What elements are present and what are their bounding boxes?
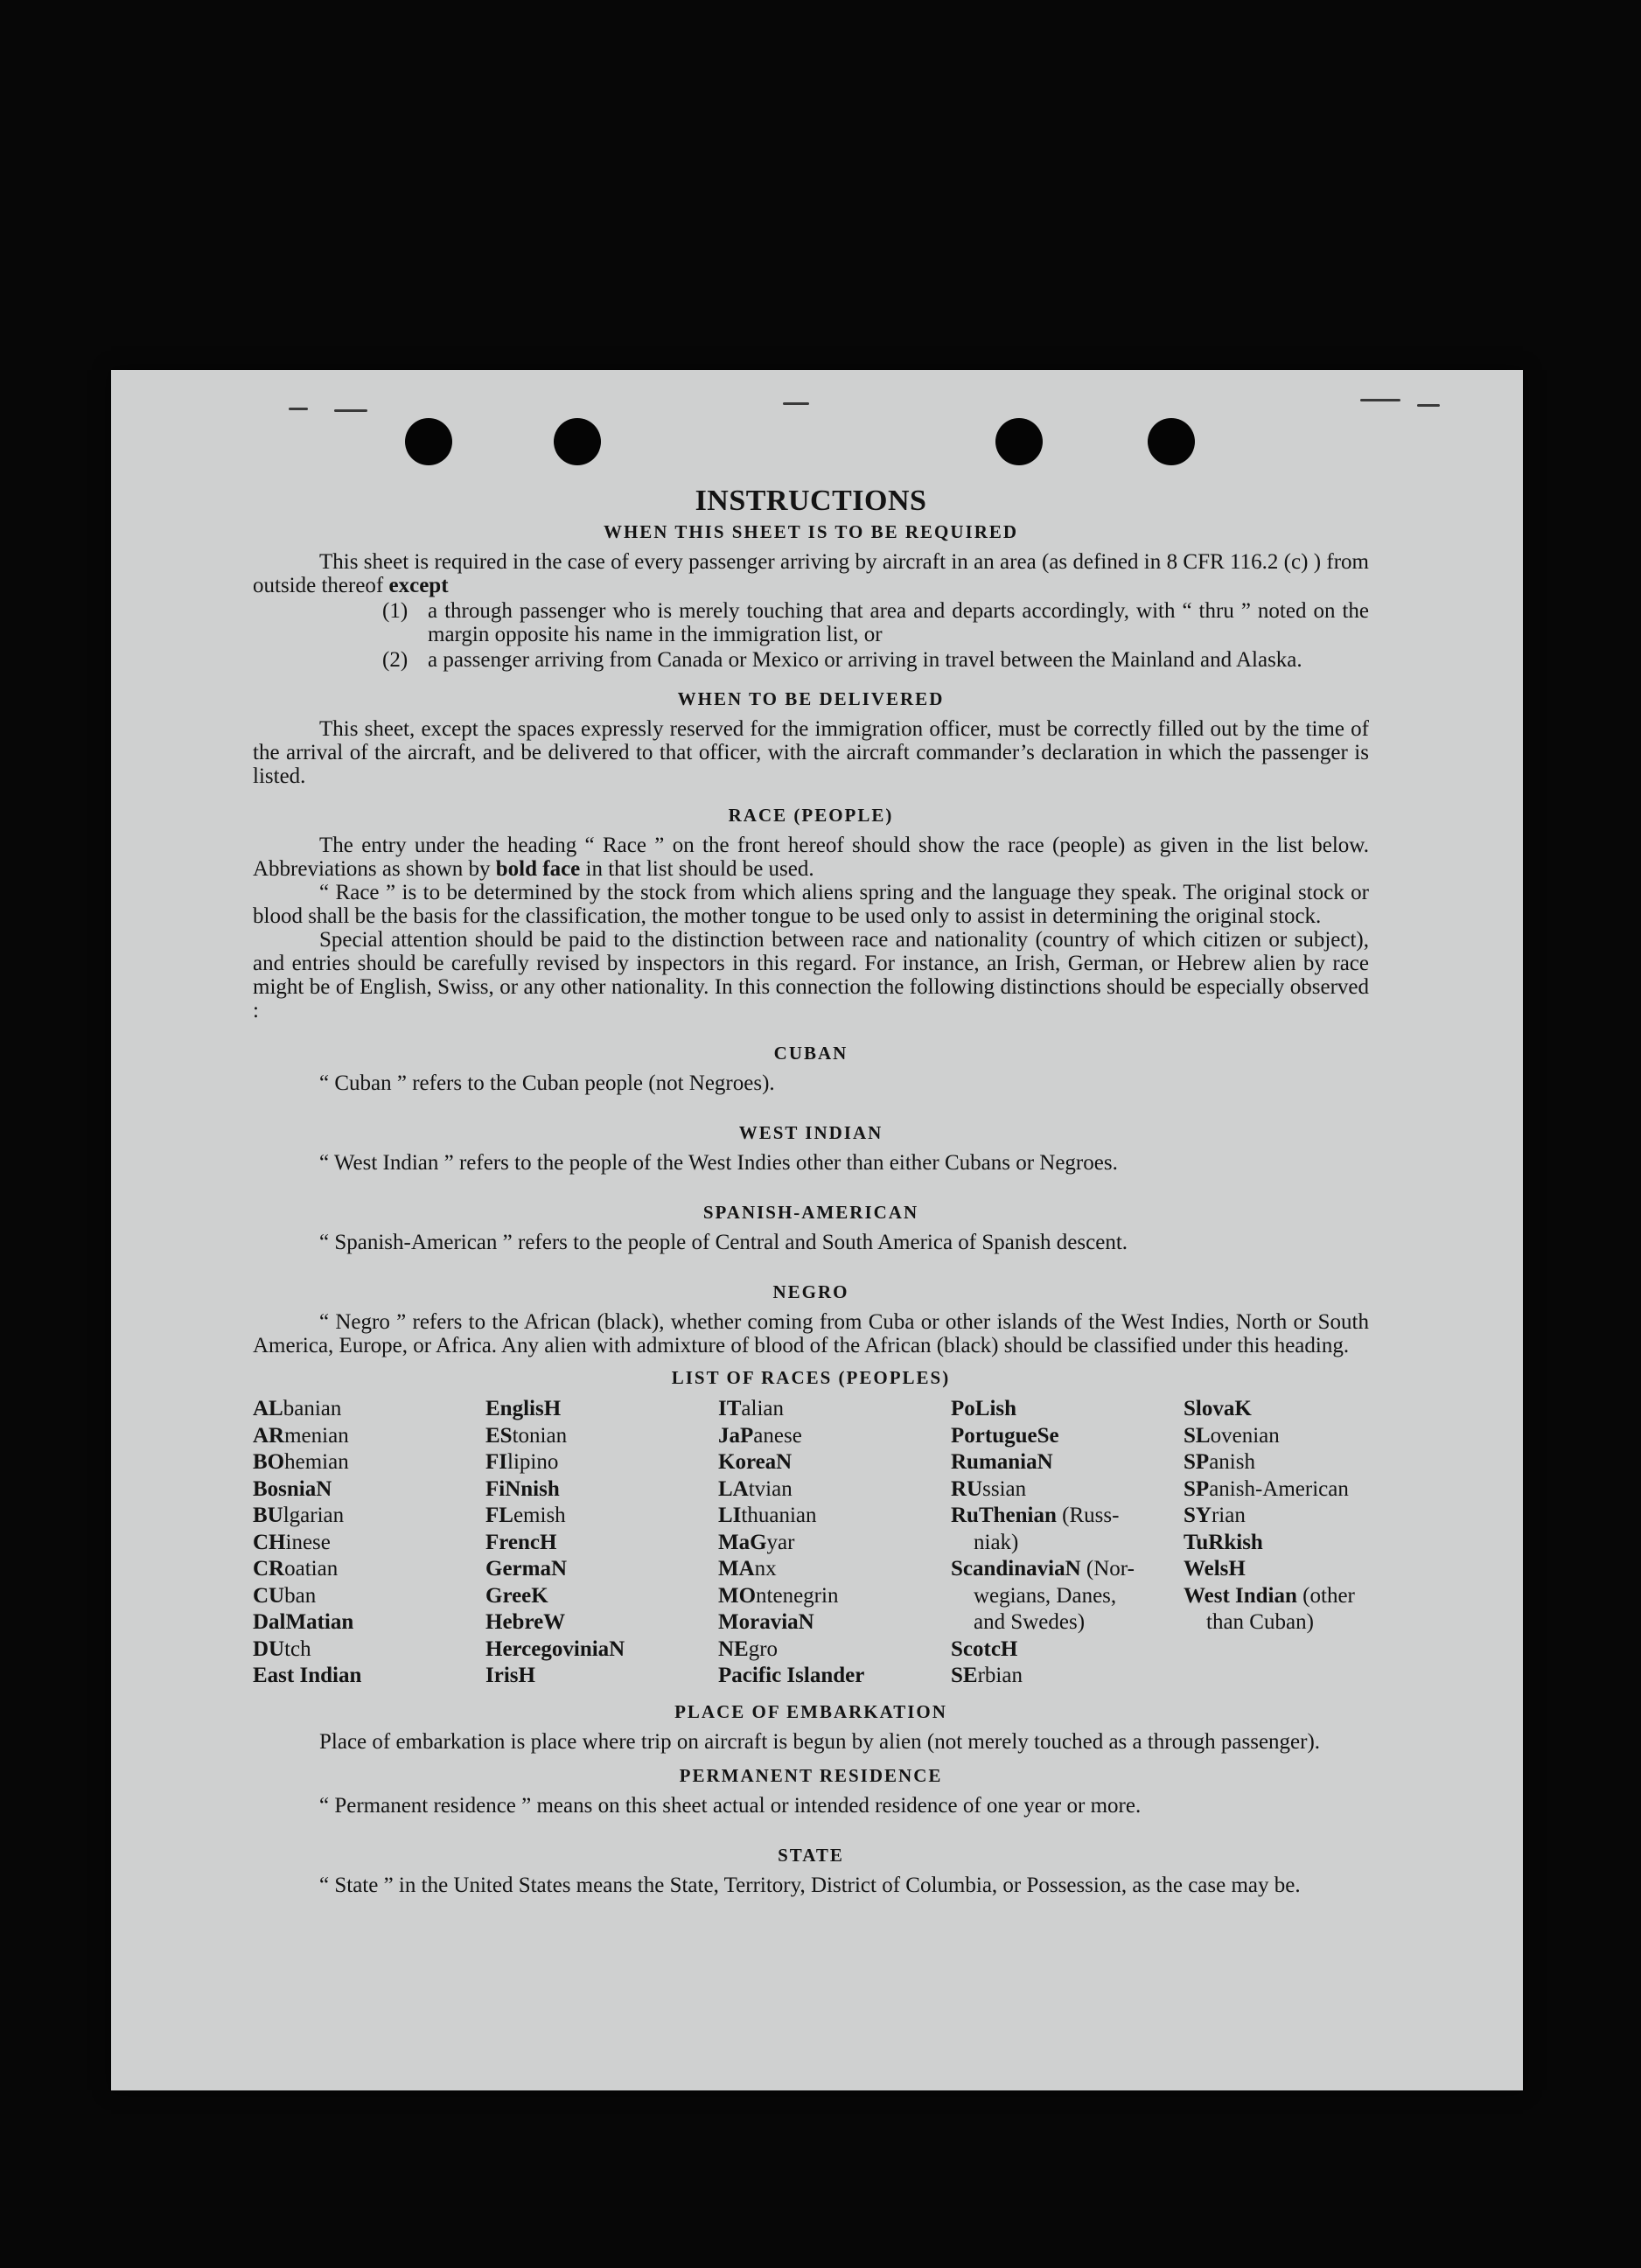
exception-item-number: (2) — [382, 648, 409, 672]
race-entry: BOhemian — [253, 1450, 349, 1474]
race-entry: WelsH — [1184, 1557, 1246, 1581]
exception-item-text: a through passenger who is merely touching that area and departs accordingly, with “ thru ” noted on the margin opposite his name in the immigration list, or — [428, 599, 1369, 646]
race-paragraph-2: “ Race ” is to be determined by the stock from which aliens spring and the language they speak. The original stock or blood shall be the basis for the classification, the mother tongue to be used only to assist in determining the original stock. — [253, 881, 1369, 928]
race-entry: CHinese — [253, 1530, 331, 1554]
race-column — [951, 1396, 1184, 1690]
race-entry: SLovenian — [1184, 1423, 1280, 1448]
race-entry: HebreW — [485, 1610, 566, 1634]
race-entry: ITalian — [718, 1397, 784, 1420]
section-heading-state: STATE — [778, 1844, 844, 1866]
race-entry: PoLish — [951, 1397, 1017, 1420]
race-entry: SPanish-American — [1184, 1476, 1349, 1501]
scan-mark — [334, 409, 367, 412]
permanent-residence-text: “ Permanent residence ” means on this sheet actual or intended residence of one year or more. — [319, 1793, 1142, 1818]
race-entry: FrencH — [485, 1530, 557, 1554]
race-entry: LIthuanian — [718, 1504, 817, 1527]
race-entry: FLemish — [485, 1504, 566, 1527]
race-entry: NEgro — [718, 1636, 779, 1661]
race-paragraph-3: Special attention should be paid to the distinction between race and nationality (country of which citizen or subject), and entries should be carefully revised by inspectors in this regard. For instance, an Irish, German, or Hebrew alien by race might be of English, Swiss, or any other nationality. In this connection the following distinctions should be especially observed : — [253, 928, 1369, 1022]
race-entry: CRoatian — [253, 1557, 339, 1581]
section-heading-list-of-races: LIST OF RACES (PEOPLES) — [671, 1367, 951, 1388]
race-entry: PortugueSe — [951, 1423, 1059, 1448]
exception-item — [382, 648, 1369, 672]
race-entry: RuThenian (Russ- — [951, 1504, 1120, 1527]
race-entry: ALbanian — [253, 1397, 342, 1420]
punch-hole — [1148, 418, 1195, 465]
race-entry: BUlgarian — [253, 1504, 345, 1527]
race-entry: TuRkish — [1184, 1530, 1263, 1554]
race-entry: EStonian — [485, 1423, 568, 1448]
race-entry: GermaN — [485, 1557, 568, 1581]
race-entry-continuation: than Cuban) — [1206, 1610, 1314, 1634]
race-entry: MaGyar — [718, 1530, 795, 1554]
race-entry: MAnx — [718, 1557, 777, 1581]
section-heading-west-indian: WEST INDIAN — [738, 1122, 883, 1143]
race-entry-continuation: niak) — [974, 1530, 1019, 1554]
scan-mark — [783, 402, 809, 405]
race-entry: MOntenegrin — [718, 1583, 839, 1608]
race-entry: EnglisH — [485, 1397, 562, 1420]
exception-item-text: a passenger arriving from Canada or Mexico or arriving in travel between the Mainland and Alaska. — [428, 648, 1302, 672]
section-heading-embarkation: PLACE OF EMBARKATION — [674, 1700, 947, 1722]
section-heading-negro: NEGRO — [772, 1281, 849, 1302]
race-column — [485, 1396, 718, 1690]
race-entry: RUssian — [951, 1476, 1027, 1501]
embarkation-text: Place of embarkation is place where trip on aircraft is begun by alien (not merely touched as a through passenger). — [319, 1729, 1321, 1754]
cuban-text: “ Cuban ” refers to the Cuban people (not Negroes). — [319, 1071, 775, 1095]
race-entry: RumaniaN — [951, 1450, 1053, 1474]
race-entry: Pacific Islander — [718, 1664, 865, 1687]
race-entry-continuation: and Swedes) — [974, 1610, 1086, 1634]
exception-item — [382, 599, 1369, 646]
section-heading-spanish-american: SPANISH-AMERICAN — [702, 1202, 919, 1223]
race-entry: ScotcH — [951, 1636, 1018, 1661]
race-entry: JaPanese — [718, 1423, 802, 1448]
race-entry: DalMatian — [253, 1610, 354, 1634]
negro-text: “ Negro ” refers to the African (black), whether coming from Cuba or other islands of the West Indies, North or South America, Europe, or Africa. Any alien with admixture of blood of the African (black) should be classified under this heading. — [253, 1310, 1369, 1357]
race-entry: CUban — [253, 1583, 317, 1608]
punch-hole — [405, 418, 452, 465]
scan-mark — [1360, 399, 1400, 401]
race-entry: MoraviaN — [718, 1610, 814, 1634]
race-entry: GreeK — [485, 1583, 548, 1608]
race-entry: SlovaK — [1184, 1397, 1252, 1420]
race-entry: KoreaN — [718, 1450, 793, 1474]
section-heading-when-required: WHEN THIS SHEET IS TO BE REQUIRED — [603, 521, 1019, 542]
race-entry: DUtch — [253, 1636, 311, 1661]
race-list-table — [253, 1396, 1369, 1690]
race-column — [253, 1396, 485, 1690]
race-entry: HercegoviniaN — [485, 1636, 625, 1661]
race-entry: ARmenian — [253, 1423, 349, 1448]
race-entry: FiNnish — [485, 1476, 560, 1501]
race-entry-continuation: wegians, Danes, — [974, 1583, 1117, 1608]
race-column — [1184, 1396, 1369, 1690]
when-required-intro: This sheet is required in the case of every passenger arriving by aircraft in an area (as defined in 8 CFR 116.2 (c) ) from outside thereof except — [253, 550, 1369, 597]
race-entry: SPanish — [1184, 1450, 1255, 1474]
document-title: INSTRUCTIONS — [695, 485, 927, 517]
race-entry: SErbian — [951, 1664, 1023, 1687]
scan-mark — [289, 408, 308, 410]
instructions-body — [253, 484, 1369, 1897]
section-heading-cuban: CUBAN — [773, 1043, 848, 1064]
spanish-american-text: “ Spanish-American ” refers to the people of Central and South America of Spanish descent. — [319, 1231, 1128, 1254]
race-entry: LAtvian — [718, 1476, 793, 1501]
exception-list — [253, 599, 1369, 672]
punch-hole — [554, 418, 601, 465]
section-heading-when-delivered: WHEN TO BE DELIVERED — [677, 688, 945, 709]
exception-item-number: (1) — [382, 599, 409, 623]
race-entry: BosniaN — [253, 1476, 332, 1501]
race-column — [718, 1396, 951, 1690]
race-paragraph-1: The entry under the heading “ Race ” on the front hereof should show the race (people) as given in the list below. Abbreviations as shown by bold face in that list should be used. — [253, 834, 1369, 881]
race-entry: ScandinaviaN (Nor- — [951, 1557, 1135, 1581]
when-delivered-text: This sheet, except the spaces expressly reserved for the immigration officer, must be correctly filled out by the time of the arrival of the aircraft, and be delivered to that officer, with the aircraft commander’s declaration in which the passenger is listed. — [253, 717, 1369, 788]
section-heading-permanent-residence: PERMANENT RESIDENCE — [679, 1764, 943, 1786]
state-text: “ State ” in the United States means the State, Territory, District of Columbia, or Possession, as the case may be. — [319, 1873, 1301, 1897]
race-entry: IrisH — [485, 1664, 535, 1687]
race-entry: SYrian — [1184, 1504, 1246, 1527]
section-heading-race: RACE (PEOPLE) — [728, 805, 894, 826]
race-entry: FIlipino — [485, 1450, 559, 1474]
punch-hole — [995, 418, 1043, 465]
west-indian-text: “ West Indian ” refers to the people of the West Indies other than either Cubans or Negroes. — [319, 1151, 1118, 1175]
race-entry: West Indian (other — [1184, 1583, 1355, 1608]
scan-mark — [1417, 404, 1440, 407]
race-entry: East Indian — [253, 1664, 362, 1687]
